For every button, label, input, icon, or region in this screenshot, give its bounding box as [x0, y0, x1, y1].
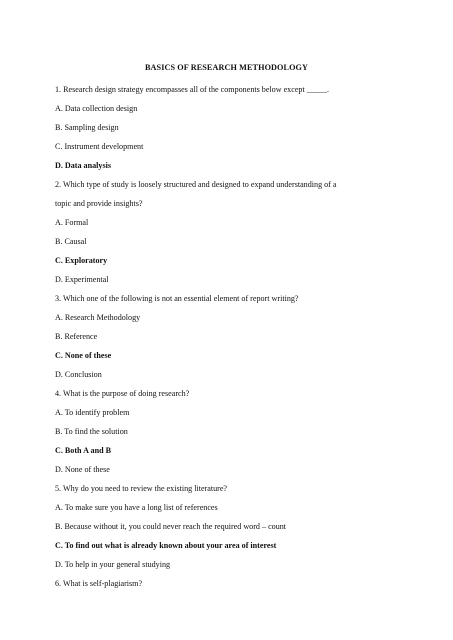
answer-3c: C. None of these — [55, 351, 112, 360]
question-2-continued: topic and provide insights? — [55, 199, 143, 208]
option-2d: D. Experimental — [55, 275, 109, 284]
question-6: 6. What is self-plagiarism? — [55, 579, 143, 588]
option-1a: A. Data collection design — [55, 104, 138, 113]
question-3: 3. Which one of the following is not an essential element of report writing? — [55, 294, 299, 303]
question-1: 1. Research design strategy encompasses all of the components below except _____. — [55, 85, 329, 94]
page-title: BASICS OF RESEARCH METHODOLOGY — [144, 63, 309, 72]
option-2b: B. Causal — [55, 237, 87, 246]
question-2: 2. Which type of study is loosely structured and designed to expand understanding of a — [55, 180, 337, 189]
option-3d: D. Conclusion — [55, 370, 102, 379]
question-4: 4. What is the purpose of doing research? — [55, 389, 190, 398]
option-5b: B. Because without it, you could never reach the required word – count — [55, 522, 287, 531]
option-5d: D. To help in your general studying — [55, 560, 171, 569]
option-3a: A. Research Methodology — [55, 313, 141, 322]
answer-5c: C. To find out what is already known about your area of interest — [55, 541, 277, 550]
option-2a: A. Formal — [55, 218, 89, 227]
option-4b: B. To find the solution — [55, 427, 128, 436]
question-5: 5. Why do you need to review the existing literature? — [55, 484, 228, 493]
option-4d: D. None of these — [55, 465, 110, 474]
option-1b: B. Sampling design — [55, 123, 119, 132]
option-1c: C. Instrument development — [55, 142, 144, 151]
answer-1d: D. Data analysis — [55, 161, 111, 170]
answer-4c: C. Both A and B — [55, 446, 112, 455]
option-5a: A. To make sure you have a long list of references — [55, 503, 218, 512]
option-4a: A. To identify problem — [55, 408, 130, 417]
option-3b: B. Reference — [55, 332, 98, 341]
answer-2c: C. Exploratory — [55, 256, 108, 265]
